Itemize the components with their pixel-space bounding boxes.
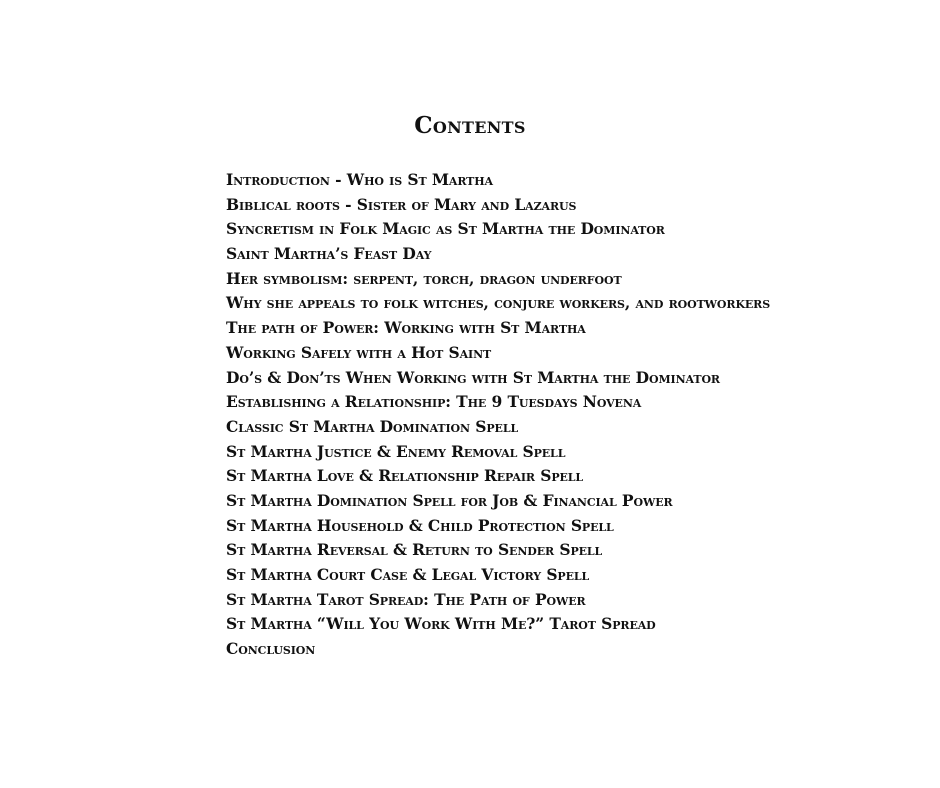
toc-entry: Working Safely with a Hot Saint: [226, 342, 492, 362]
toc-entry: Saint Martha’s Feast Day: [226, 244, 432, 264]
toc-entry: St Martha Reversal & Return to Sender Spell: [226, 540, 603, 560]
toc-entry: The path of Power: Working with St Martha: [226, 318, 586, 338]
toc-entry: St Martha “Will You Work With Me?” Tarot Spread: [226, 614, 656, 634]
toc-entry: St Martha Love & Relationship Repair Spell: [226, 466, 584, 486]
toc-entry: Classic St Martha Domination Spell: [226, 416, 519, 436]
toc-entry: Conclusion: [226, 639, 316, 659]
toc-entry: Biblical roots - Sister of Mary and Lazarus: [226, 194, 577, 214]
toc-entry: Her symbolism: serpent, torch, dragon underfoot: [226, 268, 622, 288]
toc-entry: St Martha Household & Child Protection Spell: [226, 515, 614, 535]
toc-entry: Establishing a Relationship: The 9 Tuesdays Novena: [226, 392, 642, 412]
toc-entry: Why she appeals to folk witches, conjure workers, and rootworkers: [226, 293, 771, 313]
toc-entry: St Martha Domination Spell for Job & Financial Power: [226, 490, 673, 510]
toc-entry: St Martha Tarot Spread: The Path of Power: [226, 589, 586, 609]
toc-entry: St Martha Court Case & Legal Victory Spell: [226, 565, 590, 584]
table-of-contents: [226, 168, 826, 662]
contents-title: Contents: [414, 112, 526, 139]
toc-entry: St Martha Justice & Enemy Removal Spell: [226, 441, 566, 461]
toc-entry: Syncretism in Folk Magic as St Martha the Dominator: [226, 219, 665, 239]
toc-entry: Introduction - Who is St Martha: [226, 170, 493, 189]
toc-entry: Do’s & Don’ts When Working with St Martha the Dominator: [226, 367, 720, 387]
